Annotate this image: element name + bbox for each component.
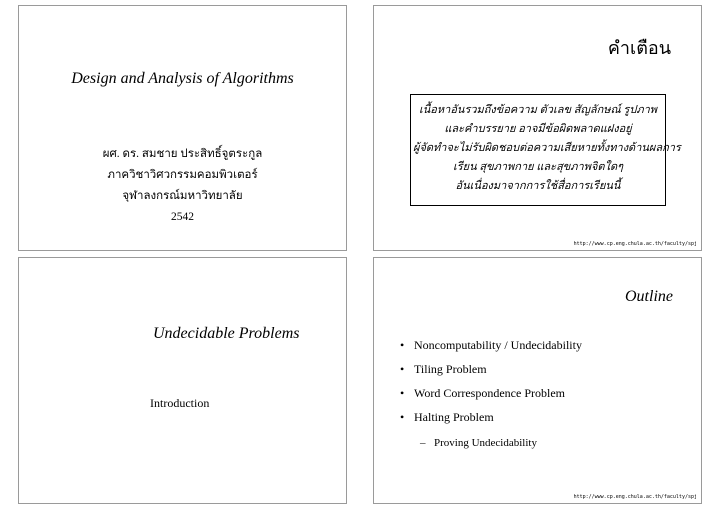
outline-subitem	[400, 436, 582, 456]
outline-item	[400, 386, 582, 410]
warning-line: อันเนื่องมาจากการใช้สื่อการเรียนนี้	[455, 180, 621, 192]
outline-item	[400, 362, 582, 386]
bullet-icon: •	[400, 386, 405, 400]
warning-line: เนื้อหาอันรวมถึงข้อความ ตัวเลข สัญลักษณ์ รูปภาพ	[419, 104, 657, 116]
slide-section	[18, 257, 347, 504]
course-title: Design and Analysis of Algorithms	[71, 70, 294, 87]
year: 2542	[171, 211, 194, 223]
bullet-icon: •	[400, 362, 405, 376]
outline-item-label: Word Correspondence Problem	[414, 386, 565, 400]
section-title: Undecidable Problems	[153, 325, 300, 342]
dash-icon: –	[420, 437, 426, 449]
outline-list	[400, 338, 582, 456]
slide-warning	[373, 5, 702, 251]
outline-item-label: Halting Problem	[414, 410, 494, 424]
university-name: จุฬาลงกรณ์มหาวิทยาลัย	[122, 190, 243, 202]
slide-outline	[373, 257, 702, 504]
footer-url[interactable]: http://www.cp.eng.chula.ac.th/faculty/spj	[573, 241, 697, 247]
section-subtitle: Introduction	[150, 396, 210, 410]
outline-subitem-label: Proving Undecidability	[434, 437, 537, 449]
outline-title: Outline	[625, 288, 673, 305]
warning-line: เรียน สุขภาพกาย และสุขภาพจิตใดๆ	[453, 161, 623, 173]
outline-item-label: Noncomputability / Undecidability	[414, 338, 582, 352]
outline-item	[400, 410, 582, 434]
outline-item-label: Tiling Problem	[414, 362, 487, 376]
footer-url[interactable]: http://www.cp.eng.chula.ac.th/faculty/spj	[573, 494, 697, 500]
bullet-icon: •	[400, 410, 405, 424]
warning-title: คำเตือน	[607, 38, 671, 58]
bullet-icon: •	[400, 338, 405, 352]
outline-item	[400, 338, 582, 362]
slide-title	[18, 5, 347, 251]
author-block	[19, 144, 346, 228]
author-name: ผศ. ดร. สมชาย ประสิทธิ์จูตระกูล	[102, 148, 263, 160]
department-name: ภาควิชาวิศวกรรมคอมพิวเตอร์	[107, 169, 258, 181]
warning-line: ผู้จัดทำจะไม่รับผิดชอบต่อความเสียหายทั้งทางด้านผลการ	[413, 142, 681, 154]
warning-box	[410, 94, 681, 206]
warning-line: และคำบรรยาย อาจมีข้อผิดพลาดแฝงอยู่	[444, 123, 632, 135]
